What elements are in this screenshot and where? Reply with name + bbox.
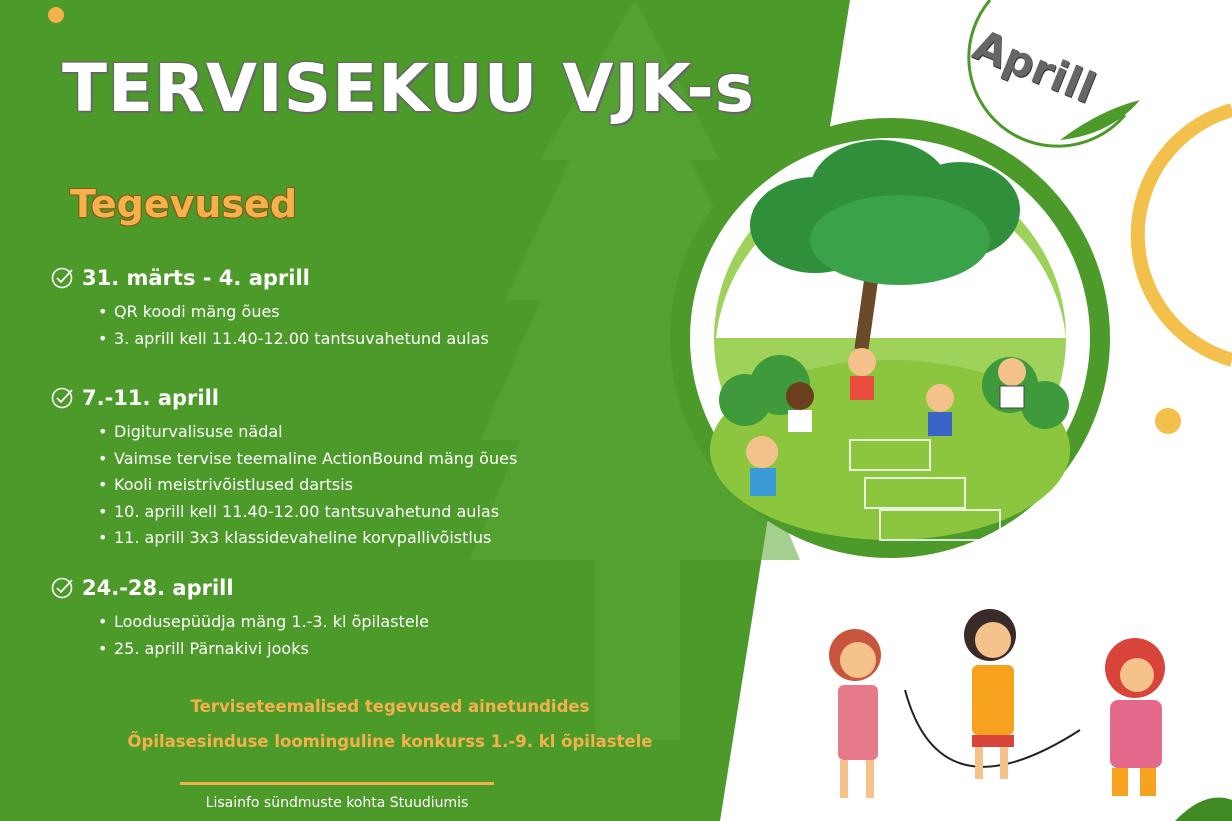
section-week-3 — [50, 573, 429, 662]
check-circle-icon — [50, 386, 74, 410]
list-item: • Loodusepüüdja mäng 1.-3. kl õpilastele — [96, 609, 429, 636]
page-title: TERVISEKUU VJK-s — [62, 50, 756, 127]
divider — [180, 782, 494, 785]
list-item: • Vaimse tervise teemaline ActionBound mäng õues — [96, 446, 517, 473]
section-title: 24.-28. aprill — [82, 576, 234, 600]
list-item: • Digiturvalisuse nädal — [96, 419, 517, 446]
list-item: • 11. aprill 3x3 klassidevaheline korvpallivõistlus — [96, 525, 517, 552]
check-circle-icon — [50, 266, 74, 290]
list-item: • QR koodi mäng õues — [96, 299, 489, 326]
footer-note: Lisainfo sündmuste kohta Stuudiumis — [205, 795, 469, 811]
list-item: • 25. aprill Pärnakivi jooks — [96, 636, 429, 663]
highlight-text: Õpilasesinduse loominguline konkurss 1.-9. kl õpilastele — [127, 732, 653, 751]
check-circle-icon — [50, 576, 74, 600]
section-title: 7.-11. aprill — [82, 386, 219, 410]
list-item: • Kooli meistrivõistlused dartsis — [96, 472, 517, 499]
section-title: 31. märts - 4. aprill — [82, 266, 310, 290]
month-badge: Aprill — [966, 20, 1103, 113]
section-week-1 — [50, 263, 489, 352]
section-week-2 — [50, 383, 517, 552]
list-item: • 3. aprill kell 11.40-12.00 tantsuvahetund aulas — [96, 326, 489, 353]
list-item: • 10. aprill kell 11.40-12.00 tantsuvahetund aulas — [96, 499, 517, 526]
highlight-text: Terviseteemalised tegevused ainetundides — [190, 697, 590, 716]
activities-heading: Tegevused — [70, 182, 298, 226]
